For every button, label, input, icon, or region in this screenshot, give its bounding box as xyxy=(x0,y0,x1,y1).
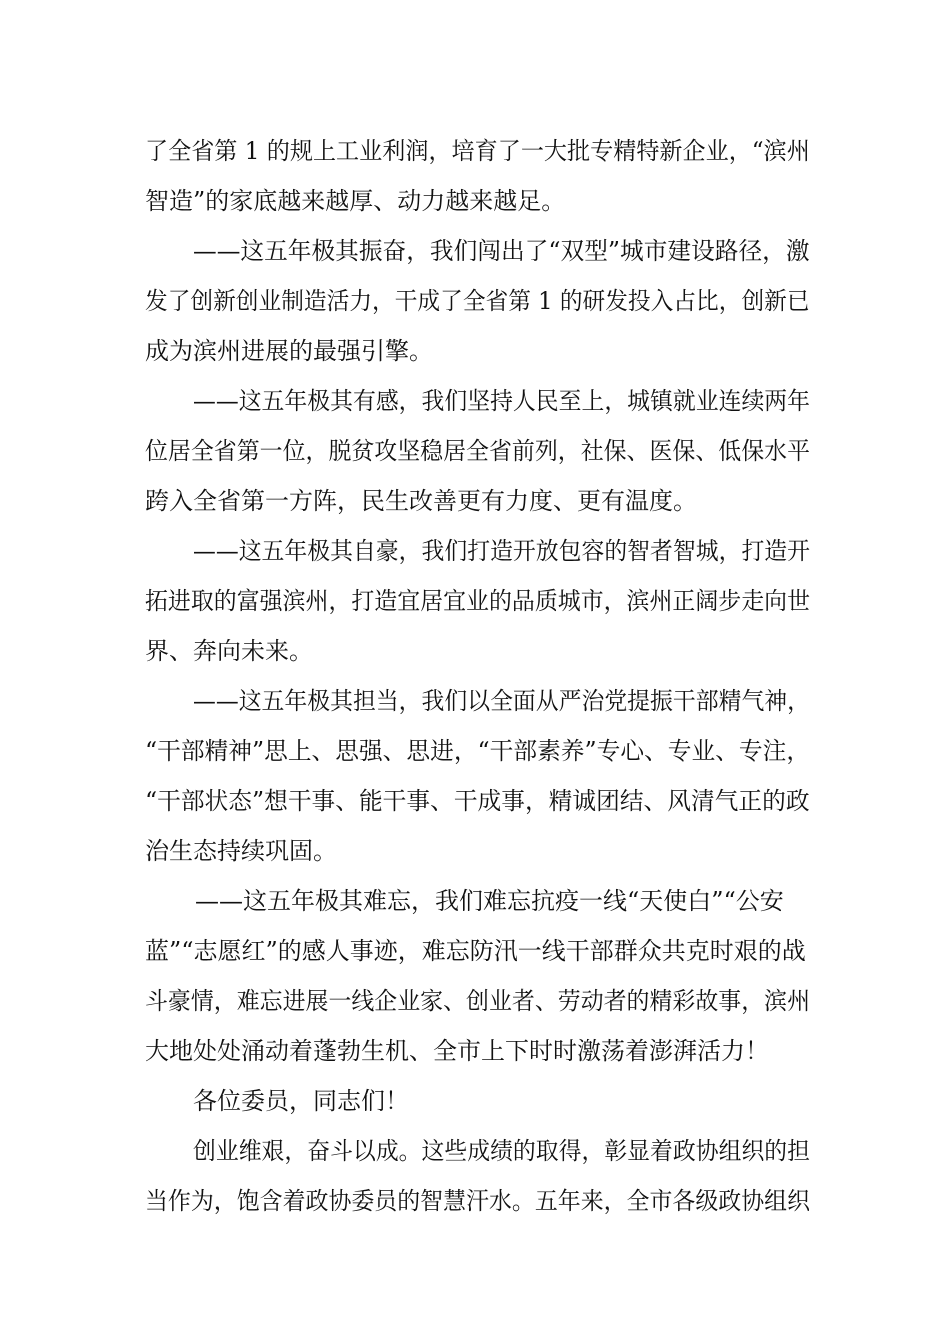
text-line: 智造”的家底越来越厚、动力越来越足。 xyxy=(145,187,566,215)
text-line: 治生态持续巩固。 xyxy=(145,837,337,865)
text-line: 蓝”“志愿红”的感人事迹，难忘防汛一线干部群众共克时艰的战 xyxy=(145,937,806,965)
text-line: ——这五年极其难忘，我们难忘抗疫一线“天使白”“公安 xyxy=(195,887,784,915)
text-line: ——这五年极其担当，我们以全面从严治党提振干部精气神， xyxy=(193,687,810,715)
text-line: 当作为，饱含着政协委员的智慧汗水。五年来，全市各级政协组织 xyxy=(145,1187,810,1215)
text-line: 跨入全省第一方阵，民生改善更有力度、更有温度。 xyxy=(145,487,697,515)
text-line: “干部精神”思上、思强、思进，“干部素养”专心、专业、专注， xyxy=(145,737,811,765)
text-line: 了全省第 1 的规上工业利润，培育了一大批专精特新企业，“滨州 xyxy=(145,137,810,165)
text-line: ——这五年极其振奋，我们闯出了“双型”城市建设路径，激 xyxy=(193,237,810,265)
text-line: 拓进取的富强滨州，打造宜居宜业的品质城市，滨州正阔步走向世 xyxy=(145,587,810,615)
text-line: 成为滨州进展的最强引擎。 xyxy=(145,337,433,365)
text-line: ——这五年极其有感，我们坚持人民至上，城镇就业连续两年 xyxy=(193,387,810,415)
text-line: 发了创新创业制造活力，干成了全省第 1 的研发投入占比，创新已 xyxy=(145,287,810,315)
text-line: 界、奔向未来。 xyxy=(145,637,313,665)
text-line: 创业维艰，奋斗以成。这些成绩的取得，彰显着政协组织的担 xyxy=(193,1137,810,1165)
text-line: 各位委员，同志们！ xyxy=(193,1087,409,1115)
text-line: ——这五年极其自豪，我们打造开放包容的智者智城，打造开 xyxy=(193,537,810,565)
text-line: 位居全省第一位，脱贫攻坚稳居全省前列，社保、医保、低保水平 xyxy=(145,437,810,465)
text-line: “干部状态”想干事、能干事、干成事，精诚团结、风清气正的政 xyxy=(145,787,810,815)
text-line: 斗豪情，难忘进展一线企业家、创业者、劳动者的精彩故事，滨州 xyxy=(145,987,810,1015)
text-line: 大地处处涌动着蓬勃生机、全市上下时时激荡着澎湃活力！ xyxy=(145,1037,769,1065)
